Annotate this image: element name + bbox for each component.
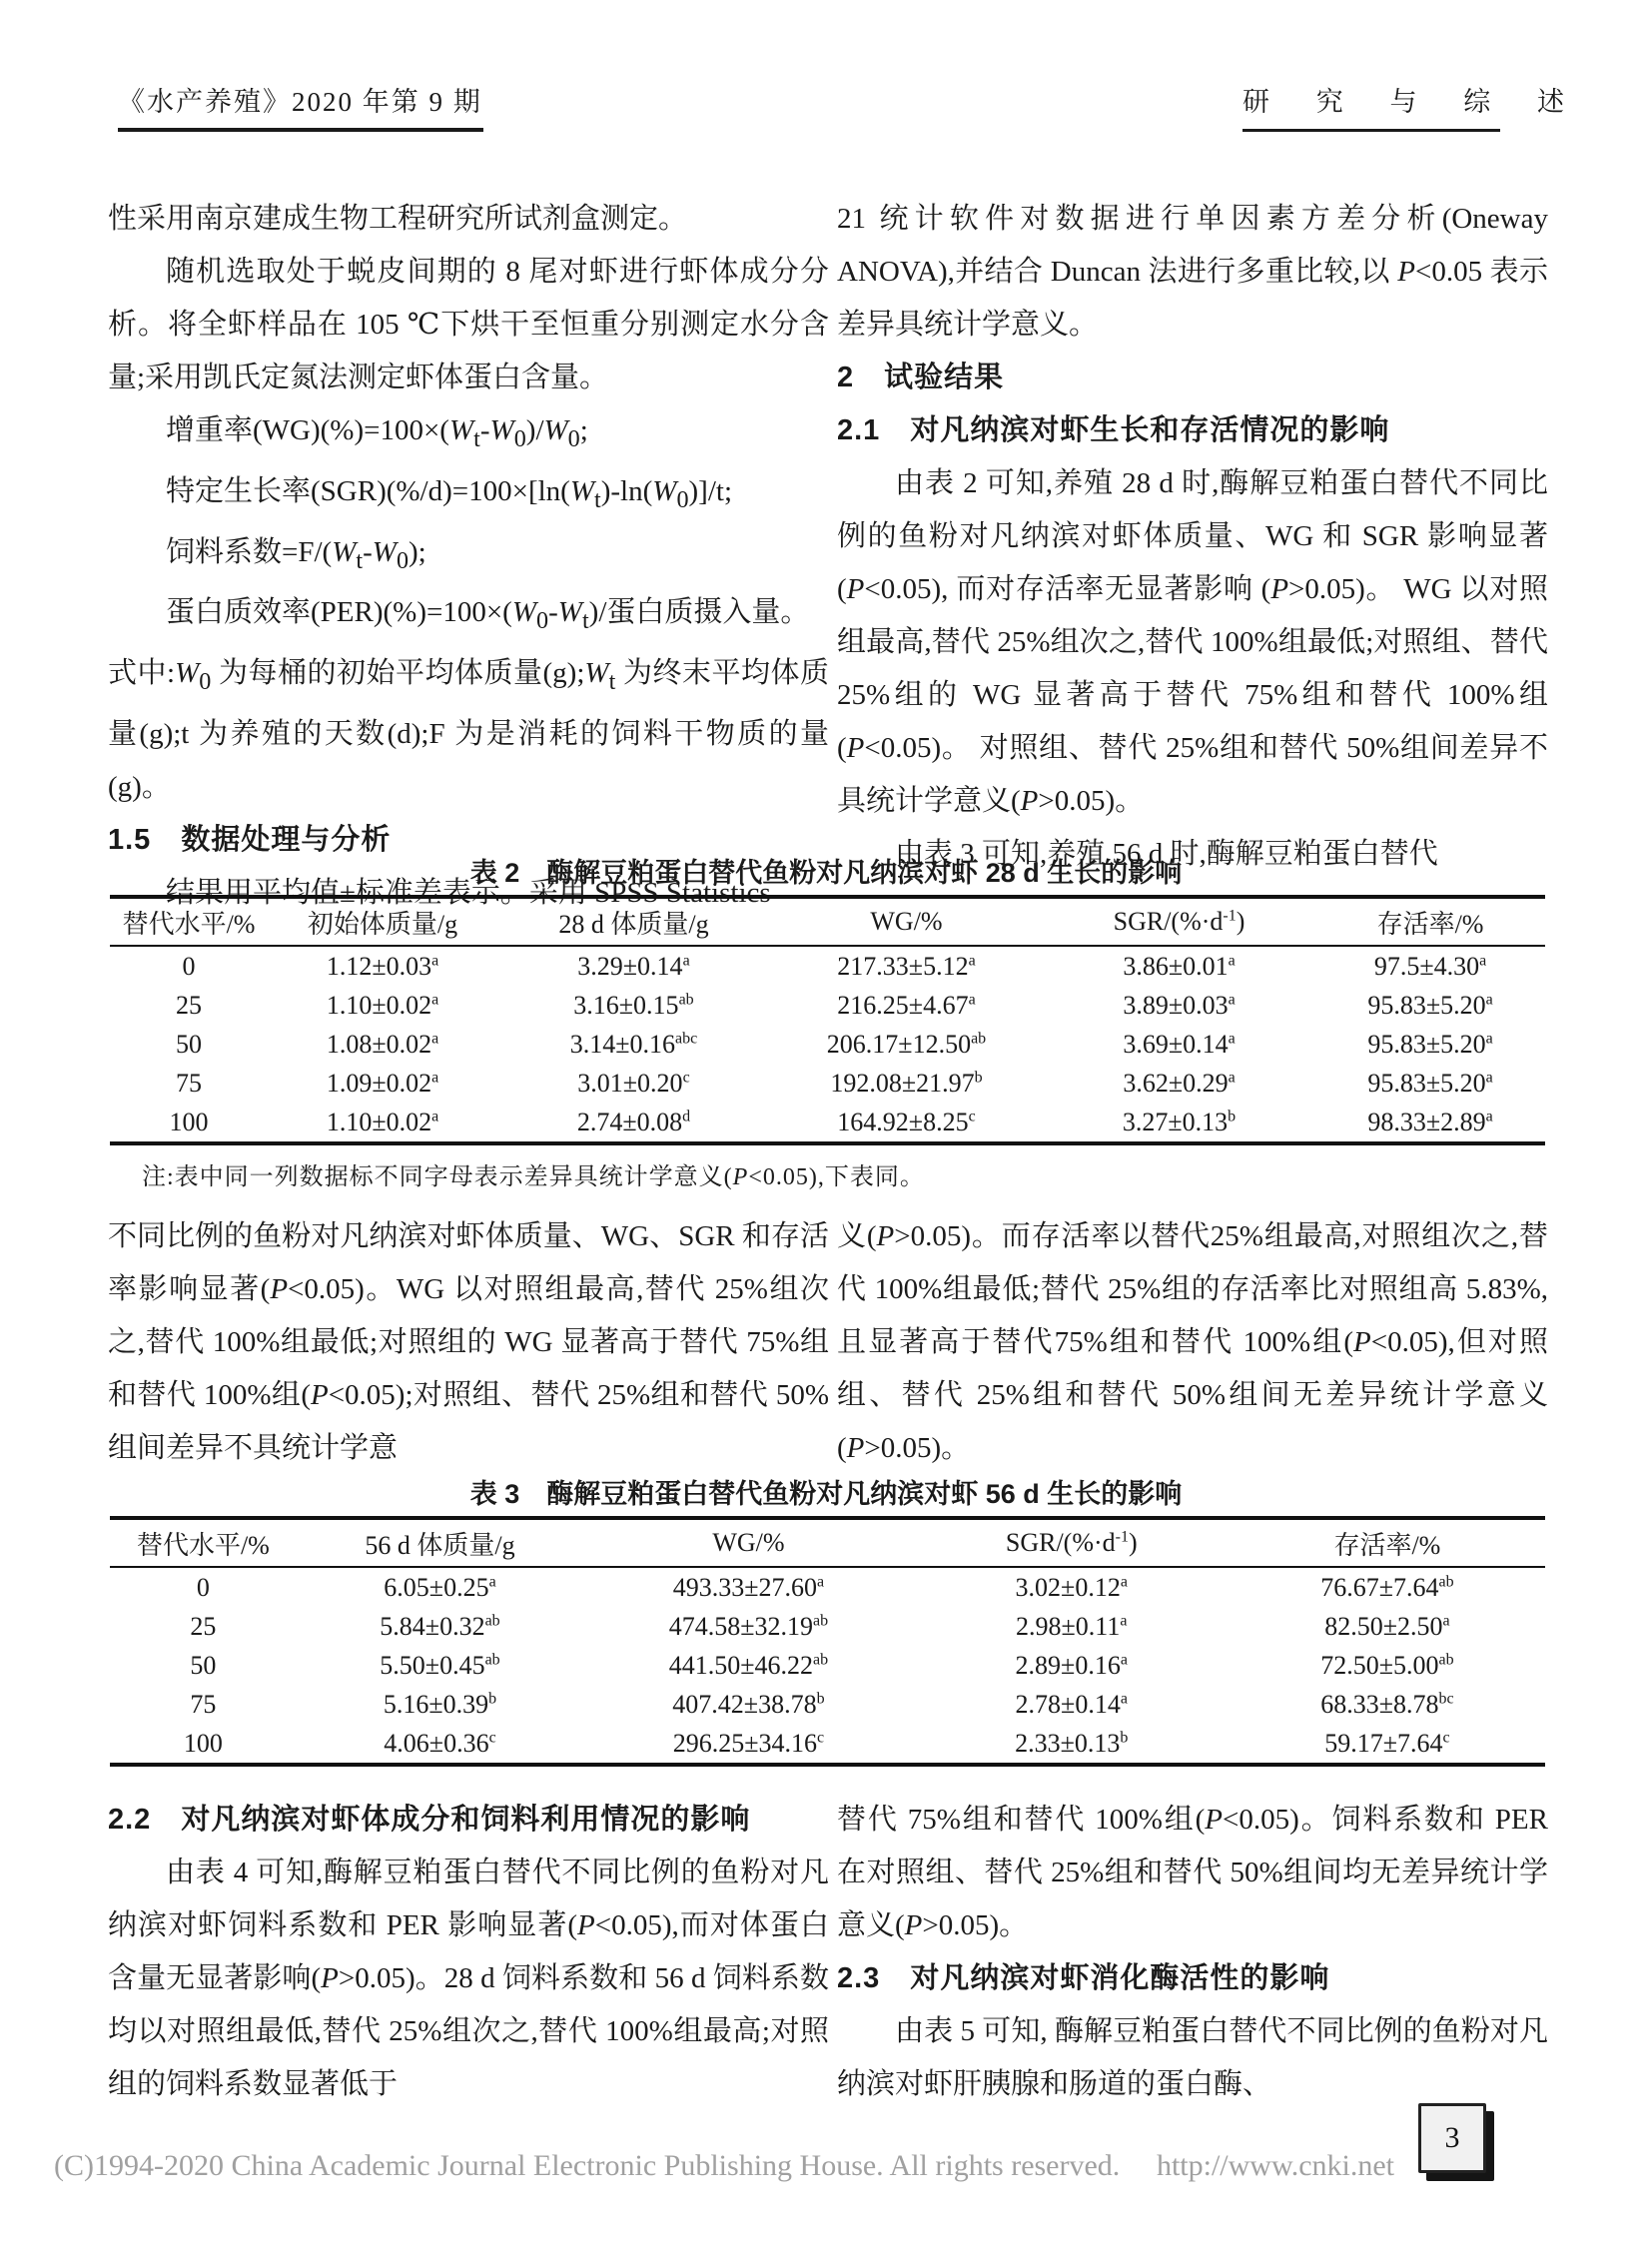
paragraph: 不同比例的鱼粉对凡纳滨对虾体质量、WG、SGR 和存活率影响显著(P<0.05)。WG 以对照组最高,替代 25%组次之,替代 100%组最低;对照组的 WG 显著高于替代 75%组和替代 100%组(P<0.05);对照组、替代 25%组和替代 50%组间差异不具统计学意 xyxy=(108,1220,829,1464)
paragraph: 由表 5 可知, 酶解豆粕蛋白替代不同比例的鱼粉对凡纳滨对虾肝胰腺和肠道的蛋白酶、 xyxy=(837,2015,1548,2100)
table-cell: 100 xyxy=(183,1728,223,1758)
table2-body xyxy=(110,946,1545,1143)
table-cell: 3.86±0.01$^a$ xyxy=(1123,951,1236,981)
table-cell: 441.50±46.22$^{ab}$ xyxy=(668,1650,829,1680)
table-cell: 59.17±7.64$^c$ xyxy=(1324,1728,1450,1758)
paragraph: 义(P>0.05)。而存活率以替代25%组最高,对照组次之,替代 100%组最低;替代 25%组的存活率比对照组高 5.83%,且显著高于替代75%组和替代 100%组(P<0.05),但对照组、替代 25%组和替代 50%组间无差异统计学意义(P>0.05)。 xyxy=(837,1220,1548,1464)
text-column-left-top xyxy=(108,193,829,920)
table-row xyxy=(110,1567,1545,1607)
paragraph: 结果用平均值±标准差表示。采用 SPSS Statistics xyxy=(166,876,771,909)
paragraph: 随机选取处于蜕皮间期的 8 尾对虾进行虾体成分分析。将全虾样品在 105 ℃下烘干至恒重分别测定水分含量;采用凯氏定氮法测定虾体蛋白含量。 xyxy=(108,256,829,393)
column-header: 替代水平/% xyxy=(136,1530,270,1560)
header-rule-left xyxy=(118,128,483,132)
table-cell: 2.78±0.14$^a$ xyxy=(1015,1689,1128,1719)
section-heading: 1.5 数据处理与分析 xyxy=(108,823,392,856)
table-header-row xyxy=(110,897,1545,946)
table-row xyxy=(110,1607,1545,1646)
table-cell: 5.84±0.32$^{ab}$ xyxy=(380,1611,500,1641)
column-header: WG/% xyxy=(870,907,943,936)
table-cell: 2.74±0.08$^d$ xyxy=(576,1107,691,1136)
table-cell: 216.25±4.67$^a$ xyxy=(837,990,976,1020)
paragraph: 21 统计软件对数据进行单因素方差分析(Oneway ANOVA),并结合 Duncan 法进行多重比较,以 P<0.05 表示差异具统计学意义。 xyxy=(837,203,1548,341)
table-cell: 95.83±5.20$^a$ xyxy=(1367,1068,1493,1098)
table-cell: 3.16±0.15$^{ab}$ xyxy=(573,990,694,1020)
table-cell: 1.08±0.02$^a$ xyxy=(326,1029,439,1059)
cnki-link[interactable]: http://www.cnki.net xyxy=(1156,2149,1394,2182)
table-cell: 1.12±0.03$^a$ xyxy=(326,951,439,981)
table-cell: 164.92±8.25$^c$ xyxy=(837,1107,976,1136)
table-cell: 3.69±0.14$^a$ xyxy=(1123,1029,1236,1059)
header-rule-right xyxy=(1242,129,1500,132)
table-cell: 76.67±7.64$^{ab}$ xyxy=(1320,1572,1454,1602)
table-cell: 6.05±0.25$^a$ xyxy=(384,1572,496,1602)
table3-header xyxy=(110,1518,1545,1567)
table-cell: 1.10±0.02$^a$ xyxy=(326,1107,439,1136)
text-column-right-top xyxy=(837,193,1548,881)
table-row xyxy=(110,1103,1545,1143)
table-row xyxy=(110,1646,1545,1685)
table-cell: 192.08±21.97$^b$ xyxy=(830,1068,983,1098)
paragraph: 由表 3 可知,养殖 56 d 时,酶解豆粕蛋白替代 xyxy=(895,838,1438,870)
text-column-bottom-left xyxy=(108,1794,829,2111)
paragraph: 由表 4 可知,酶解豆粕蛋白替代不同比例的鱼粉对凡纳滨对虾饲料系数和 PER 影响显著(P<0.05),而对体蛋白含量无显著影响(P>0.05)。28 d 饲料系数和 56 d 饲料系数均以对照组最低,替代 25%组次之,替代 100%组最高;对照组的饲料系数显著低于 xyxy=(108,1857,830,2100)
table-cell: 296.25±34.16$^c$ xyxy=(672,1728,825,1758)
table-cell: 3.62±0.29$^a$ xyxy=(1123,1068,1236,1098)
column-header: 28 d 体质量/g xyxy=(558,909,709,939)
table-cell: 3.27±0.13$^b$ xyxy=(1122,1107,1237,1136)
table-cell: 0 xyxy=(182,951,196,981)
table3-body xyxy=(110,1567,1545,1765)
table-cell: 493.33±27.60$^a$ xyxy=(672,1572,825,1602)
text-column-mid-right xyxy=(837,1210,1548,1475)
paragraph: 替代 75%组和替代 100%组(P<0.05)。饲料系数和 PER 在对照组、替代 25%组和替代 50%组间均无差异统计学意义(P>0.05)。 xyxy=(837,1804,1548,1941)
paragraph: 增重率$(WG)(\%)=100\times(W_t-W_0)/W_0$; xyxy=(166,414,588,452)
table-growth-28d xyxy=(110,895,1545,1145)
table-cell: 217.33±5.12$^a$ xyxy=(837,951,976,981)
section-heading: 2 试验结果 xyxy=(837,362,1005,393)
table-cell: 407.42±38.78$^b$ xyxy=(672,1689,825,1719)
page-number-box xyxy=(1418,2103,1486,2173)
table-cell: 1.10±0.02$^a$ xyxy=(326,990,439,1020)
paragraph: 式中$:W_0$ 为每桶的初始平均体质量$(g);W_t$ 为终末平均体质量(g);t 为养殖的天数(d);F 为是消耗的饲料干物质的量(g)。 xyxy=(108,657,830,803)
table-cell: 72.50±5.00$^{ab}$ xyxy=(1320,1650,1454,1680)
table-cell: 95.83±5.20$^a$ xyxy=(1367,1029,1493,1059)
table-cell: 25 xyxy=(176,990,203,1020)
table-cell: 4.06±0.36$^c$ xyxy=(384,1728,496,1758)
journal-title: 《水产养殖》2020 年第 9 期 xyxy=(118,87,482,117)
table2-note: 注:表中同一列数据标不同字母表示差异具统计学意义(P<0.05),下表同。 xyxy=(142,1164,925,1190)
table-row xyxy=(110,1064,1545,1103)
column-header: WG/% xyxy=(712,1528,785,1557)
table-row xyxy=(110,1025,1545,1064)
table-header-row xyxy=(110,1518,1545,1567)
section-heading: 2.2 对凡纳滨对虾体成分和饲料利用情况的影响 xyxy=(108,1804,751,1836)
page-number: 3 xyxy=(1444,2121,1460,2154)
column-header: 存活率/% xyxy=(1376,909,1484,939)
section-heading: 2.3 对凡纳滨对虾消化酶活性的影响 xyxy=(837,1962,1330,1994)
table-cell: 95.83±5.20$^a$ xyxy=(1367,990,1493,1020)
table-cell: 3.29±0.14$^a$ xyxy=(577,951,690,981)
table-row xyxy=(110,986,1545,1025)
column-header: 存活率/% xyxy=(1333,1530,1441,1560)
table-cell: 75 xyxy=(176,1068,203,1098)
table-cell: 50 xyxy=(176,1029,203,1059)
table-cell: 100 xyxy=(169,1107,209,1136)
table2-header xyxy=(110,897,1545,946)
column-header: 56 d 体质量/g xyxy=(365,1530,515,1560)
table-cell: 82.50±2.50$^a$ xyxy=(1324,1611,1450,1641)
paragraph: 由表 2 可知,养殖 28 d 时,酶解豆粕蛋白替代不同比例的鱼粉对凡纳滨对虾体质量、WG 和 SGR 影响显著 (P<0.05), 而对存活率无显著影响 (P>0.05)。 WG 以对照组最高,替代 25%组次之,替代 100%组最低;对照组、替代 25%组的 WG 显著高于替代 75%组和替代 100%组(P<0.05)。 对照组、替代 25%组和替代 50%组间差异不具统计学意义(P>0.05)。 xyxy=(837,467,1549,817)
table-cell: 3.01±0.20$^c$ xyxy=(577,1068,690,1098)
table-cell: 97.5±4.30$^a$ xyxy=(1373,951,1487,981)
text-column-bottom-right xyxy=(837,1794,1548,2111)
table-cell: 2.98±0.11$^a$ xyxy=(1016,1611,1128,1641)
text-column-mid-left xyxy=(108,1210,829,1475)
column-header: 替代水平/% xyxy=(122,909,256,939)
table-row xyxy=(110,1685,1545,1724)
paragraph: 特定生长率$(SGR)(\%/d)=100\times[\ln(W_t)-\ln(W_0)]/t$; xyxy=(166,474,733,513)
table-cell: 3.02±0.12$^a$ xyxy=(1015,1572,1128,1602)
table-row xyxy=(110,946,1545,986)
table-cell: 68.33±8.78$^{bc}$ xyxy=(1320,1689,1454,1719)
table-cell: 98.33±2.89$^a$ xyxy=(1367,1107,1493,1136)
table-cell: 25 xyxy=(190,1611,217,1641)
paragraph: 饲料系数$=F/(W_t-W_0)$; xyxy=(166,535,426,574)
table-cell: 3.14±0.16$^{abc}$ xyxy=(569,1029,698,1059)
paragraph: 性采用南京建成生物工程研究所试剂盒测定。 xyxy=(108,203,688,235)
table3-title: 表 3 酶解豆粕蛋白替代鱼粉对凡纳滨对虾 56 d 生长的影响 xyxy=(469,1479,1183,1509)
column-header: 初始体质量/g xyxy=(307,909,458,939)
table-cell: 206.17±12.50$^{ab}$ xyxy=(826,1029,987,1059)
table-cell: 5.50±0.45$^{ab}$ xyxy=(380,1650,500,1680)
table-cell: 50 xyxy=(190,1650,217,1680)
table-growth-56d xyxy=(110,1516,1545,1767)
table-cell: 2.33±0.13$^b$ xyxy=(1015,1728,1129,1758)
table-cell: 474.58±32.19$^{ab}$ xyxy=(668,1611,829,1641)
table-cell: 5.16±0.39$^b$ xyxy=(383,1689,497,1719)
column-heading: 研 究 与 综 述 xyxy=(1242,87,1584,117)
paragraph: 蛋白质效率$(PER)(\%)=100\times(W_0-W_t)/$蛋白质摄入量。 xyxy=(166,596,810,635)
table-cell: 2.89±0.16$^a$ xyxy=(1015,1650,1128,1680)
table2-title: 表 2 酶解豆粕蛋白替代鱼粉对凡纳滨对虾 28 d 生长的影响 xyxy=(469,858,1183,888)
table-cell: 0 xyxy=(196,1572,210,1602)
table-cell: 75 xyxy=(190,1689,217,1719)
copyright-text: (C)1994-2020 China Academic Journal Electronic Publishing House. All rights reserved. xyxy=(54,2149,1121,2182)
table-row xyxy=(110,1724,1545,1765)
section-heading: 2.1 对凡纳滨对虾生长和存活情况的影响 xyxy=(837,414,1390,446)
footer xyxy=(54,2149,1394,2183)
column-header: SGR/$(\%\cdot d^{-1})$ xyxy=(1005,1528,1138,1557)
column-header: SGR/$(\%\cdot d^{-1})$ xyxy=(1113,907,1245,936)
table-cell: 3.89±0.03$^a$ xyxy=(1123,990,1236,1020)
table-cell: 1.09±0.02$^a$ xyxy=(326,1068,439,1098)
